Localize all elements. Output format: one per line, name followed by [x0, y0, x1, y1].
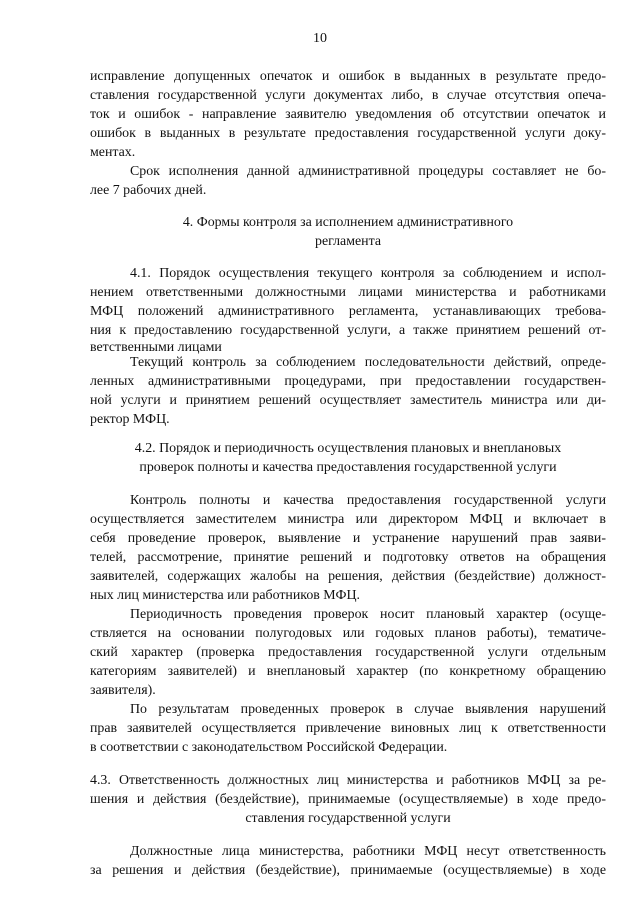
paragraph-line: в соответствии с законодательством Российской Федерации. [90, 740, 448, 755]
paragraph-line: лее 7 рабочих дней. [90, 183, 207, 198]
paragraph-line: исправление допущенных опечаток и ошибок в выданных в результате предо- [90, 69, 606, 84]
paragraph-line: ментах. [90, 145, 136, 160]
paragraph-line: ной услуги и принятием решений осуществляет заместитель министра или ди- [90, 393, 606, 408]
paragraph-line: Контроль полноты и качества предоставления государственной услуги [130, 493, 606, 508]
paragraph-line: Текущий контроль за соблюдением последовательности действий, опреде- [130, 355, 606, 370]
paragraph-line: ректор МФЦ. [90, 412, 170, 427]
paragraph-line: ставления государственной услуги документах либо, в случае отсутствия опеча- [90, 88, 606, 103]
paragraph-line: По результатам проведенных проверок в случае выявления нарушений [130, 702, 606, 717]
paragraph-line: ных лиц министерства или работников МФЦ. [90, 588, 360, 603]
paragraph-line: заявителей, содержащих жалобы на решения, действия (бездействие) должност- [90, 569, 606, 584]
paragraph-line: категориям заявителей) и внеплановый характер (по конкретному обращению [90, 664, 606, 679]
paragraph-line: ток и ошибок - направление заявителю уведомления об отсутствии опечаток и [90, 107, 606, 122]
subsection-heading: 4.1. Порядок осуществления текущего контроля за соблюдением и испол- [130, 266, 606, 281]
subsection-heading: ставления государственной услуги [245, 811, 451, 826]
subsection-heading: 4.3. Ответственность должностных лиц министерства и работников МФЦ за ре- [90, 773, 606, 788]
paragraph-line: Периодичность проведения проверок носит плановый характер (осуще- [130, 607, 606, 622]
paragraph-line: себя проведение проверок, выявление и устранение нарушений прав заяви- [90, 531, 606, 546]
page-number: 10 [313, 31, 327, 46]
paragraph-line: ский характер (проверка предоставления государственной услуги отдельным [90, 645, 606, 660]
paragraph-line: телей, рассмотрение, принятие решений и подготовку ответов на обращения [90, 550, 606, 565]
subsection-heading: МФЦ положений административного регламента, устанавливающих требова- [90, 304, 606, 319]
subsection-heading: ветственными лицами [90, 340, 222, 355]
paragraph-line: ленных административными процедурами, при предоставлении государствен- [90, 374, 606, 389]
subsection-heading: ния к предоставлению государственной услуги, а также принятием решений от- [90, 323, 606, 338]
subsection-heading: нением ответственными должностными лицами министерства и работниками [90, 285, 606, 300]
subsection-heading: 4.2. Порядок и периодичность осуществления плановых и внеплановых [134, 441, 562, 456]
subsection-heading: проверок полноты и качества предоставления государственной услуги [139, 460, 557, 475]
paragraph-line: прав заявителей осуществляется привлечение виновных лиц к ответственности [90, 721, 606, 736]
paragraph-line: ошибок в выданных в результате предоставления государственной услуги доку- [90, 126, 606, 141]
paragraph-line: Должностные лица министерства, работники МФЦ несут ответственность [130, 844, 606, 859]
subsection-heading: шения и действия (бездействие), принимаемые (осуществляемые) в ходе предо- [90, 792, 606, 807]
paragraph-line: заявителя). [90, 683, 156, 698]
paragraph-line: осуществляется заместителем министра или директором МФЦ и включает в [90, 512, 606, 527]
section-heading: 4. Формы контроля за исполнением административного [182, 215, 514, 230]
paragraph-line: ствляется на основании полугодовых или годовых планов работы), тематиче- [90, 626, 606, 641]
paragraph-line: Срок исполнения данной административной процедуры составляет не бо- [130, 164, 606, 179]
section-heading: регламента [315, 234, 381, 249]
paragraph-line: за решения и действия (бездействие), принимаемые (осуществляемые) в ходе [90, 863, 606, 878]
